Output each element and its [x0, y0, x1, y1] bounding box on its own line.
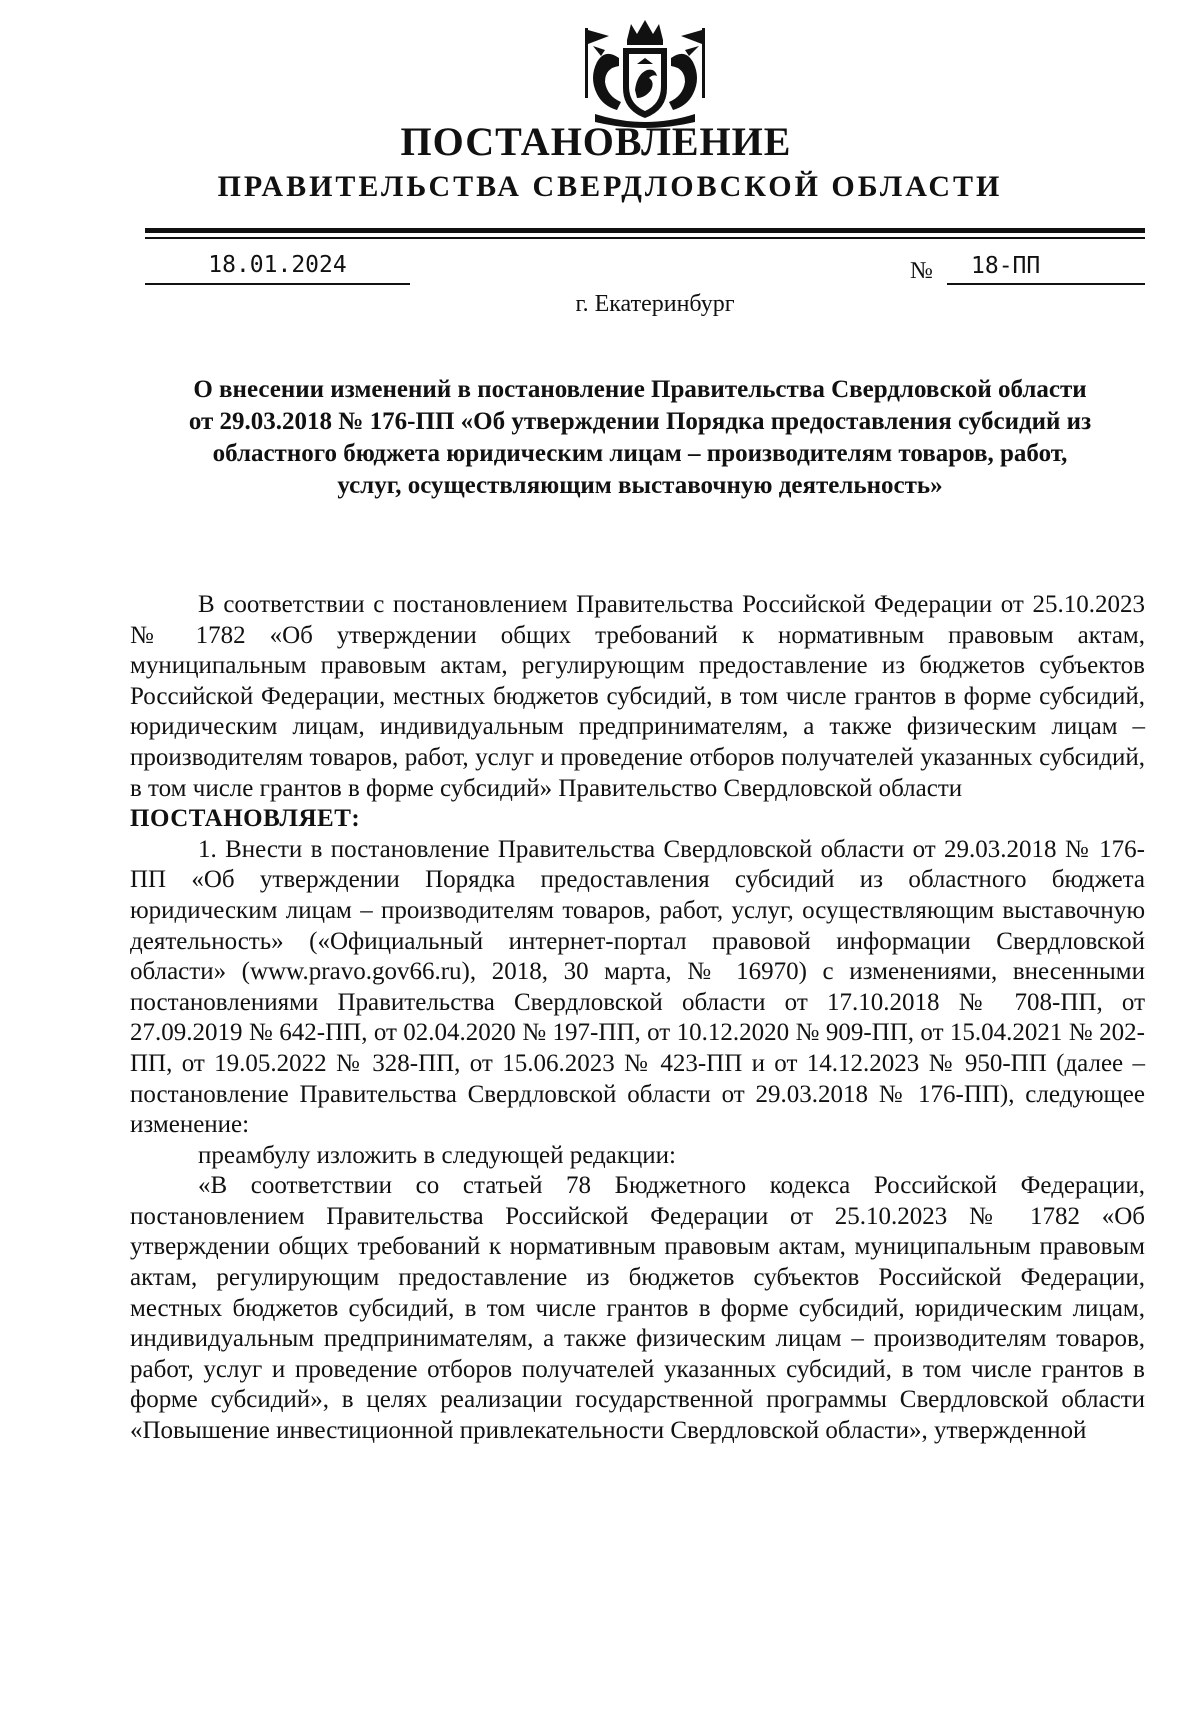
city: г. Екатеринбург	[575, 291, 735, 317]
header-divider-thick	[145, 228, 1145, 233]
header-divider-thin	[145, 237, 1145, 239]
decree-word: ПОСТАНОВЛЯЕТ:	[130, 805, 361, 833]
instruction-paragraph: преамбулу изложить в следующей редакции:	[198, 1141, 677, 1169]
preamble-paragraph: В соответствии с постановлением Правительства Российской Федерации от 25.10.2023 № 1782 «Об утверждении общих требований к нормативным правовым актам, муниципальным правовым актам, регулирующим предоставление из бюджетов субъектов Российской Федерации, местных бюджетов субсидий, в том числе грантов в форме субсидий, юридическим лицам, индивидуальным предпринимателям, а также физическим лицам – производителям товаров, работ, услуг и проведение отборов получателей указанных субсидий, в том числе грантов в форме субсидий» Правительство Свердловской области	[130, 591, 1145, 802]
document-number: 18-ПП	[947, 251, 1145, 285]
sverdlovsk-coat-of-arms-icon	[575, 18, 715, 130]
item-1-paragraph: 1. Внести в постановление Правительства Свердловской области от 29.03.2018 № 176-ПП «Об утверждении Порядка предоставления субсидий из областного бюджета юридическим лицам – производителям товаров, работ, услуг, осуществляющим выставочную деятельность» («Официальный интернет-портал правовой информации Свердловской области» (www.pravo.gov66.ru), 2018, 30 марта, № 16970) с изменениями, внесенными постановлениями Правительства Свердловской области от 17.10.2018 № 708-ПП, от 27.09.2019 № 642-ПП, от 02.04.2020 № 197-ПП, от 10.12.2020 № 909-ПП, от 15.04.2021 № 202-ПП, от 19.05.2022 № 328-ПП, от 15.06.2023 № 423-ПП и от 14.12.2023 № 950-ПП (далее – постановление Правительства Свердловской области от 29.03.2018 № 176-ПП), следующее изменение:	[130, 835, 1145, 1139]
document-title: О внесении изменений в постановление Правительства Свердловской области от 29.03.2018 № 176-ПП «Об утверждении Порядка предоставления субсидий из областного бюджета юридическим лицам – производителям товаров, работ, услуг, осуществляющим выставочную деятельность»	[188, 376, 1092, 499]
document-type-title: ПОСТАНОВЛЕНИЕ	[400, 119, 792, 164]
new-preamble-paragraph: «В соответствии со статьей 78 Бюджетного кодекса Российской Федерации, постановлением Правительства Российской Федерации от 25.10.2023 № 1782 «Об утверждении общих требований к нормативным правовым актам, муниципальным правовым актам, регулирующим предоставление из бюджетов субъектов Российской Федерации, местных бюджетов субсидий, в том числе грантов в форме субсидий, юридическим лицам, индивидуальным предпринимателям, а также физическим лицам – производителям товаров, работ, услуг и проведение отборов получателей указанных субсидий, в том числе грантов в форме субсидий», в целях реализации государственной программы Свердловской области «Повышение инвестиционной привлекательности Свердловской области», утвержденной	[130, 1172, 1145, 1445]
document-date: 18.01.2024	[145, 251, 410, 285]
number-label: №	[910, 258, 933, 284]
document-body	[130, 590, 1145, 1447]
issuing-authority: ПРАВИТЕЛЬСТВА СВЕРДЛОВСКОЙ ОБЛАСТИ	[217, 170, 1003, 203]
